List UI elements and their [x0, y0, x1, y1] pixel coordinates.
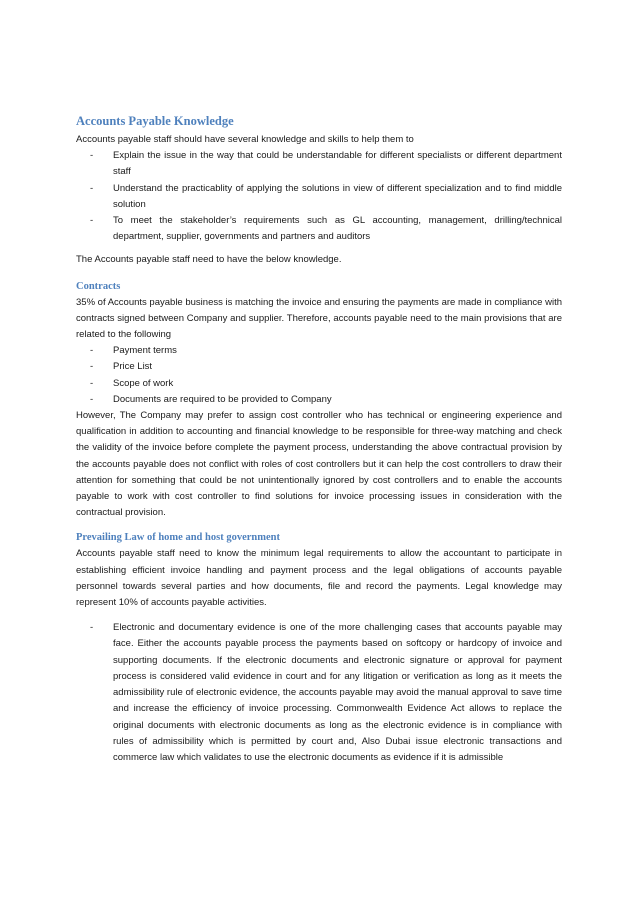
contracts-provision-list [76, 343, 562, 408]
document-page [76, 113, 562, 766]
list-item: - Price List [76, 359, 562, 375]
law-intro: Accounts payable staff need to know the minimum legal requirements to allow the accountant to participate in establishing efficient invoice handling and payment process and the legal obligations of accounts payable personnel towards several parties and how documents, file and record the payments. Legal knowledge may represent 10% of accounts payable activities. [76, 548, 562, 609]
contracts-intro: 35% of Accounts payable business is matching the invoice and ensuring the payments are made in compliance with contracts signed between Company and supplier. Therefore, accounts payable need to the main provisions that are related to the following [76, 296, 562, 341]
list-item: - Understand the practicablity of applying the solutions in view of different specialization and to find middle solution [76, 181, 562, 213]
list-item: - Electronic and documentary evidence is one of the more challenging cases that accounts payable may face. Either the accounts payable process the payments based on softcopy or hardcopy of invoice and supporting documents. If the electronic documents and electronic signature or approval for payment process is considered valid evidence in court and for any litigation or verification as long as it meets the admissibility rule of electronic evidence, the accounts payable may avoid the manual approval to save time and increase the efficiency of invoice processing. Commonwealth Evidence Act allows to replace the original documents with electronic documents as long as the electronic evidence is in compliance with rules of admissibility which is permitted by court and, Also Dubai issue electronic transactions and commerce law which validates to use the electronic documents as evidence if it is admissible [76, 620, 562, 766]
apk-skill-list [76, 148, 562, 245]
apk-closing: The Accounts payable staff need to have the below knowledge. [76, 254, 342, 266]
heading-accounts-payable-knowledge: Accounts Payable Knowledge [76, 114, 234, 128]
list-item: - Documents are required to be provided to Company [76, 392, 562, 408]
list-item: - Explain the issue in the way that could be understandable for different specialists or different department staff [76, 148, 562, 180]
heading-prevailing-law: Prevailing Law of home and host government [76, 532, 280, 544]
law-evidence-list [76, 620, 562, 766]
heading-contracts: Contracts [76, 280, 121, 292]
apk-intro: Accounts payable staff should have several knowledge and skills to help them to [76, 134, 414, 145]
list-item: - Scope of work [76, 376, 562, 392]
list-item: - To meet the stakeholder’s requirements such as GL accounting, management, drilling/technical department, supplier, governments and partners and auditors [76, 213, 562, 245]
contracts-body: However, The Company may prefer to assign cost controller who has technical or engineering experience and qualification in addition to accounting and financial knowledge to be responsible for three-way matching and check the validity of the invoice before complete the payment process, understanding the above contractual provision by the accounts payable does not conflict with roles of cost controllers but it can help the cost controllers to draw their attention for something that could be not unintentionally ignored by cost controllers and to enable the accounts payable to work with cost controller to find solutions for invoice processing issues in consideration with the contractual provision. [76, 410, 562, 519]
list-item: - Payment terms [76, 343, 562, 359]
